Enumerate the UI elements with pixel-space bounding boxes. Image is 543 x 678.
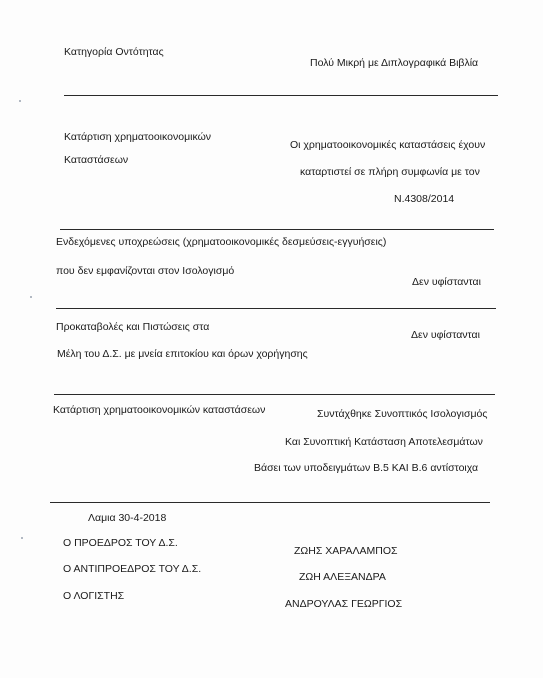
fs-preparation-label-line-1: Κατάρτιση χρηματοοικονομικών bbox=[64, 131, 212, 143]
contingent-liabilities-label-line-2: που δεν εμφανίζονται στον Ισολογισμό bbox=[56, 265, 235, 277]
board-advances-value: Δεν υφίστανται bbox=[411, 329, 480, 341]
divider-3 bbox=[56, 308, 496, 309]
fs-summary-label: Κατάρτιση χρηματοοικονομικών καταστάσεων bbox=[53, 404, 266, 416]
contingent-liabilities-value: Δεν υφίστανται bbox=[412, 276, 481, 288]
fs-preparation-value-line-1: Οι χρηματοοικονομικές καταστάσεις έχουν bbox=[290, 139, 486, 151]
fs-preparation-value-line-2: καταρτιστεί σε πλήρη συμφωνία με τον bbox=[300, 166, 480, 178]
divider-2 bbox=[60, 229, 494, 230]
divider-5 bbox=[50, 502, 490, 503]
signature-name-accountant: ΑΝΔΡΟΥΛΑΣ ΓΕΩΡΓΙΟΣ bbox=[285, 598, 403, 610]
divider-1 bbox=[64, 95, 498, 96]
fs-summary-value-line-2: Και Συνοπτική Κατάσταση Αποτελεσμάτων bbox=[285, 436, 483, 448]
scan-speck bbox=[30, 296, 32, 298]
entity-category-value: Πολύ Μικρή με Διπλογραφικά Βιβλία bbox=[310, 57, 479, 69]
divider-4 bbox=[54, 394, 495, 395]
scan-speck bbox=[19, 100, 21, 102]
board-advances-label-line-2: Μέλη του Δ.Σ. με μνεία επιτοκίου και όρων χορήγησης bbox=[57, 348, 308, 360]
signature-name-vice-president: ΖΩΗ ΑΛΕΞΑΝΔΡΑ bbox=[299, 571, 386, 583]
signature-name-president: ΖΩΗΣ ΧΑΡΑΛΑΜΠΟΣ bbox=[294, 545, 398, 557]
scan-speck bbox=[21, 537, 23, 539]
fs-preparation-label-line-2: Καταστάσεων bbox=[64, 154, 129, 166]
fs-summary-value-line-1: Συντάχθηκε Συνοπτικός Ισολογισμός bbox=[317, 408, 488, 420]
signature-role-president: Ο ΠΡΟΕΔΡΟΣ ΤΟΥ Δ.Σ. bbox=[63, 537, 178, 549]
board-advances-label-line-1: Προκαταβολές και Πιστώσεις στα bbox=[56, 321, 210, 333]
place-date: Λαμια 30-4-2018 bbox=[88, 512, 167, 524]
signature-role-vice-president: Ο ΑΝΤΙΠΡΟΕΔΡΟΣ ΤΟΥ Δ.Σ. bbox=[63, 563, 202, 575]
fs-preparation-value-line-3: Ν.4308/2014 bbox=[394, 193, 455, 205]
contingent-liabilities-label-line-1: Ενδεχόμενες υποχρεώσεις (χρηματοοικονομικές δεσμεύσεις-εγγυήσεις) bbox=[56, 236, 387, 248]
fs-summary-value-line-3: Βάσει των υποδειγμάτων Β.5 ΚΑΙ Β.6 αντίστοιχα bbox=[254, 462, 479, 474]
signature-role-accountant: Ο ΛΟΓΙΣΤΗΣ bbox=[63, 590, 125, 602]
entity-category-label: Κατηγορία Οντότητας bbox=[64, 46, 164, 58]
